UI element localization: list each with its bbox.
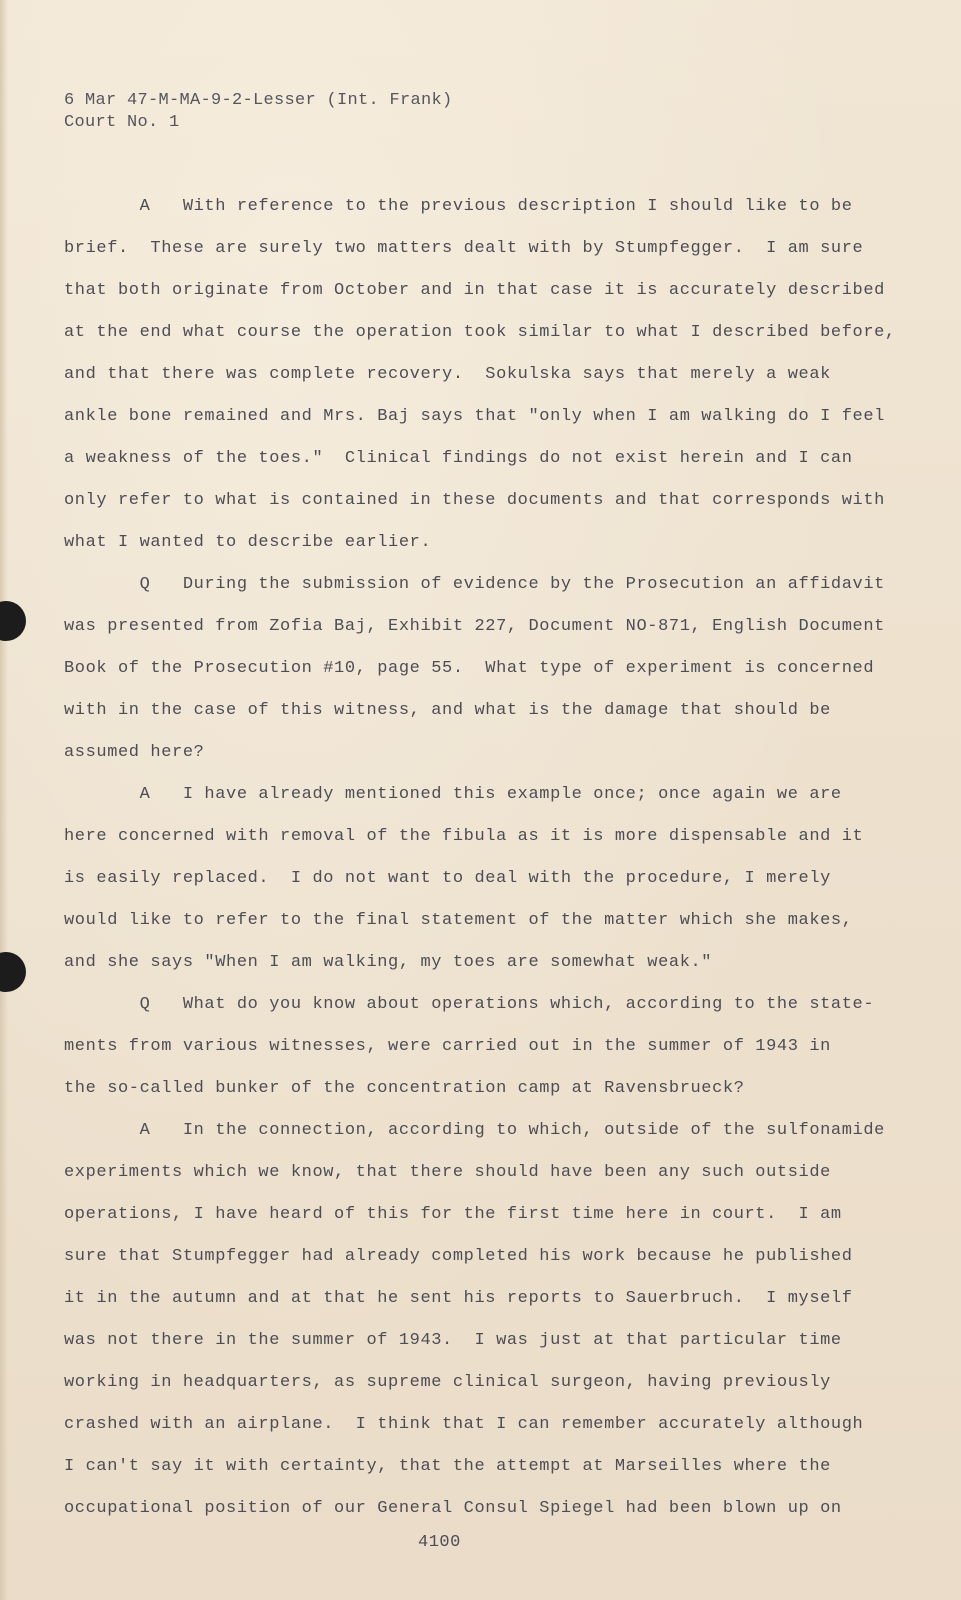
transcript-line: only refer to what is contained in these documents and that corresponds with — [64, 491, 885, 510]
transcript-line: Book of the Prosecution #10, page 55. What type of experiment is concerned — [64, 659, 875, 678]
transcript-line: at the end what course the operation took similar to what I described before, — [64, 323, 896, 342]
transcript-line: occupational position of our General Consul Spiegel had been blown up on — [64, 1499, 842, 1518]
transcript-line: crashed with an airplane. I think that I can remember accurately although — [64, 1415, 864, 1434]
transcript-line: assumed here? — [64, 743, 205, 762]
header-line-session: 6 Mar 47-M-MA-9-2-Lesser (Int. Frank) — [64, 91, 453, 110]
transcript-line: and that there was complete recovery. Sokulska says that merely a weak — [64, 365, 831, 384]
transcript-line: Q What do you know about operations which, according to the state- — [64, 995, 875, 1014]
transcript-line: that both originate from October and in that case it is accurately described — [64, 281, 885, 300]
transcript-line: A I have already mentioned this example once; once again we are — [64, 785, 842, 804]
page-left-edge — [0, 0, 8, 1600]
transcript-line: was not there in the summer of 1943. I was just at that particular time — [64, 1331, 842, 1350]
header-line-court: Court No. 1 — [64, 113, 180, 132]
transcript-line: the so-called bunker of the concentration camp at Ravensbrueck? — [64, 1079, 745, 1098]
transcript-line: Q During the submission of evidence by the Prosecution an affidavit — [64, 575, 885, 594]
transcript-line: A In the connection, according to which, outside of the sulfonamide — [64, 1121, 885, 1140]
transcript-line: a weakness of the toes." Clinical findings do not exist herein and I can — [64, 449, 853, 468]
transcript-line: was presented from Zofia Baj, Exhibit 227, Document NO-871, English Document — [64, 617, 885, 636]
transcript-line: and she says "When I am walking, my toes are somewhat weak." — [64, 953, 713, 972]
transcript-line: here concerned with removal of the fibula as it is more dispensable and it — [64, 827, 864, 846]
transcript-line: would like to refer to the final statement of the matter which she makes, — [64, 911, 853, 930]
binder-hole-bottom — [0, 952, 26, 992]
transcript-line: with in the case of this witness, and what is the damage that should be — [64, 701, 831, 720]
transcript-line: sure that Stumpfegger had already completed his work because he published — [64, 1247, 853, 1266]
binder-hole-top — [0, 601, 26, 641]
transcript-line: experiments which we know, that there should have been any such outside — [64, 1163, 831, 1182]
transcript-line: ments from various witnesses, were carried out in the summer of 1943 in — [64, 1037, 831, 1056]
transcript-line: operations, I have heard of this for the first time here in court. I am — [64, 1205, 842, 1224]
transcript-line: is easily replaced. I do not want to deal with the procedure, I merely — [64, 869, 831, 888]
transcript-line: what I wanted to describe earlier. — [64, 533, 432, 552]
transcript-line: A With reference to the previous description I should like to be — [64, 197, 853, 216]
transcript-line: it in the autumn and at that he sent his reports to Sauerbruch. I myself — [64, 1289, 853, 1308]
page-number: 4100 — [418, 1533, 461, 1552]
transcript-line: ankle bone remained and Mrs. Baj says that "only when I am walking do I feel — [64, 407, 885, 426]
document-header — [64, 90, 453, 134]
transcript-line: I can't say it with certainty, that the attempt at Marseilles where the — [64, 1457, 831, 1476]
transcript-line: brief. These are surely two matters dealt with by Stumpfegger. I am sure — [64, 239, 864, 258]
transcript-line: working in headquarters, as supreme clinical surgeon, having previously — [64, 1373, 831, 1392]
